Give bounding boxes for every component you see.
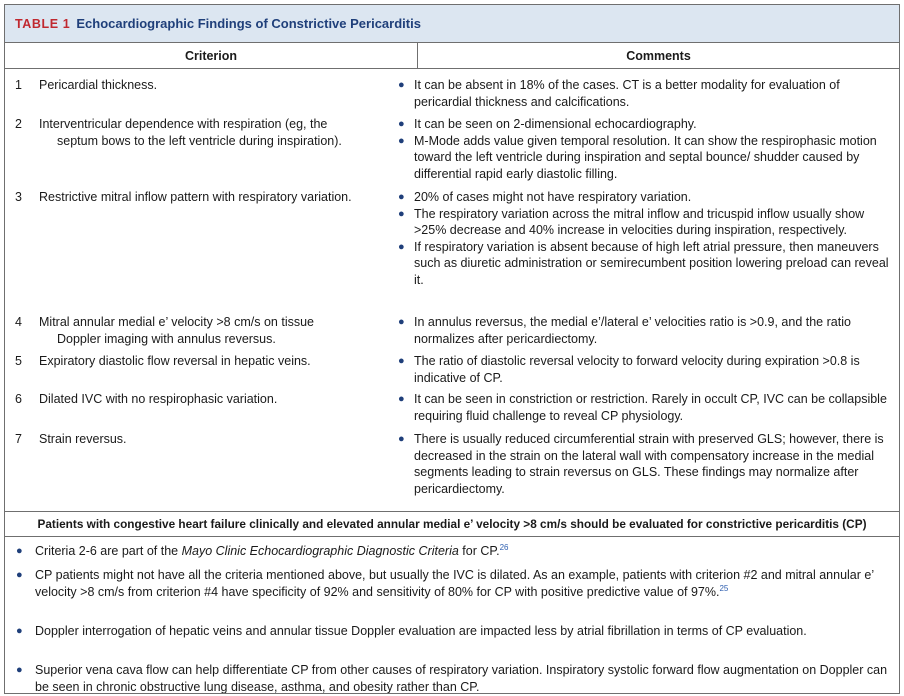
note-text: Superior vena cava flow can help differentiate CP from other causes of respiratory variation. Inspiratory systolic forward flow augmentation on Doppler can be seen in chronic obstructive lung disease, asthma, and obesity rather than CP. (35, 663, 888, 694)
comment-bullet (393, 391, 893, 424)
note-text: Criteria 2-6 are part of the (35, 544, 182, 558)
criterion-text: Strain reversus. (39, 432, 127, 446)
notes-header: Patients with congestive heart failure clinically and elevated annular medial e’ velocity >8 cm/s should be evaluated for constrictive pericarditis (CP) (5, 511, 899, 537)
note-text: for CP. (458, 544, 500, 558)
bullet-icon: ● (16, 569, 23, 581)
reference-link[interactable]: 25 (719, 583, 729, 593)
comment-bullet (393, 314, 893, 347)
comment-text: In annulus reversus, the medial e’/lateral e’ velocities ratio is >0.9, and the ratio normalizes after pericardiectomy. (414, 315, 851, 346)
comment-text: It can be seen on 2-dimensional echocardiography. (414, 117, 697, 131)
comment-bullet (393, 353, 893, 386)
comment-bullet (393, 133, 893, 183)
comment-bullet (393, 239, 893, 289)
comment-bullet (393, 206, 893, 239)
comment-text: It can be seen in constriction or restriction. Rarely in occult CP, IVC can be collapsible requiring fluid challenge to reveal CP physiology. (414, 392, 887, 423)
note-text: CP patients might not have all the criteria mentioned above, but usually the IVC is dilated. As an example, patients with criterion #2 and mitral annular e’ velocity >8 cm/s from criterion #4 have specificity of 92% and sensitivity of 80% for CP with positive predictive value of 97%. (35, 568, 874, 599)
bullet-icon: ● (398, 433, 405, 445)
reference-link[interactable]: 26 (499, 542, 509, 552)
criterion-text: Expiratory diastolic flow reversal in hepatic veins. (39, 354, 311, 368)
criterion-text-continued: Doppler imaging with annulus reversus. (57, 332, 276, 346)
bullet-icon: ● (398, 191, 405, 203)
bullet-icon: ● (398, 355, 405, 367)
row-number: 6 (15, 392, 22, 406)
bullet-icon: ● (16, 664, 23, 676)
bullet-icon: ● (398, 393, 405, 405)
comment-text: 20% of cases might not have respiratory variation. (414, 190, 692, 204)
comments-cell (393, 116, 893, 182)
note-text: Doppler interrogation of hepatic veins and annular tissue Doppler evaluation are impacted less by atrial fibrillation in terms of CP evaluation. (35, 624, 807, 638)
comment-bullet (393, 116, 893, 133)
table-title: Echocardiographic Findings of Constrictive Pericarditis (76, 16, 421, 31)
bullet-icon: ● (398, 240, 405, 253)
comment-text: M-Mode adds value given temporal resolution. It can show the respirophasic motion toward the left ventricle during inspiration and septal bounce/ shudder caused by differential rapid early diastolic filling. (414, 133, 877, 181)
comment-bullet (393, 431, 893, 497)
bullet-icon: ● (16, 625, 23, 637)
bullet-icon: ● (16, 545, 23, 557)
bullet-icon: ● (398, 207, 405, 220)
row-number: 3 (15, 190, 22, 204)
criterion-text: Mitral annular medial e’ velocity >8 cm/s on tissue (39, 315, 314, 329)
note-item (13, 543, 893, 560)
bullet-icon: ● (398, 134, 405, 147)
note-item (13, 567, 893, 600)
criterion-text: Interventricular dependence with respiration (eg, the (39, 117, 328, 131)
bullet-icon: ● (398, 79, 405, 91)
table-title-bar (5, 5, 899, 43)
table-panel (4, 4, 900, 694)
comment-bullet (393, 189, 893, 206)
row-number: 7 (15, 432, 22, 446)
criterion-text: Dilated IVC with no respirophasic variation. (39, 392, 278, 406)
criterion-text-continued: septum bows to the left ventricle during inspiration). (57, 134, 342, 148)
column-header-criterion: Criterion (5, 43, 418, 68)
table-label: TABLE 1 (15, 16, 71, 31)
note-item (13, 623, 893, 640)
comments-cell (393, 391, 893, 424)
row-number: 5 (15, 354, 22, 368)
column-header-comments: Comments (626, 48, 691, 63)
comment-text: It can be absent in 18% of the cases. CT is a better modality for evaluation of pericardial thickness and calcifications. (414, 78, 840, 109)
comment-text: If respiratory variation is absent because of high left atrial pressure, then maneuvers such as diuretic administration or semirecumbent position lowering preload can reveal it. (414, 239, 889, 287)
bullet-icon: ● (398, 316, 405, 328)
comment-text: The ratio of diastolic reversal velocity to forward velocity during expiration >0.8 is indicative of CP. (414, 354, 860, 385)
row-number: 4 (15, 315, 22, 329)
bullet-icon: ● (398, 118, 405, 130)
comments-cell (393, 353, 893, 386)
comments-cell (393, 314, 893, 347)
row-number: 1 (15, 78, 22, 92)
comment-text: The respiratory variation across the mitral inflow and tricuspid inflow usually show >25% decrease and 40% increase in velocities during inspiration, respectively. (414, 206, 865, 237)
criterion-text: Restrictive mitral inflow pattern with respiratory variation. (39, 190, 352, 204)
comments-cell (393, 189, 893, 288)
comments-cell (393, 431, 893, 497)
row-number: 2 (15, 117, 22, 131)
comments-cell (393, 77, 893, 110)
table-header-row (5, 43, 899, 69)
comment-text: There is usually reduced circumferential strain with preserved GLS; however, there is decreased in the strain on the lateral wall with compensatory increase in the medial segments leading to strain reversus on GLS. These findings may normalize after pericardiectomy. (414, 432, 884, 496)
note-italic-text: Mayo Clinic Echocardiographic Diagnostic Criteria (181, 544, 459, 558)
comment-bullet (393, 77, 893, 110)
criterion-text: Pericardial thickness. (39, 78, 158, 92)
note-item (13, 662, 893, 694)
